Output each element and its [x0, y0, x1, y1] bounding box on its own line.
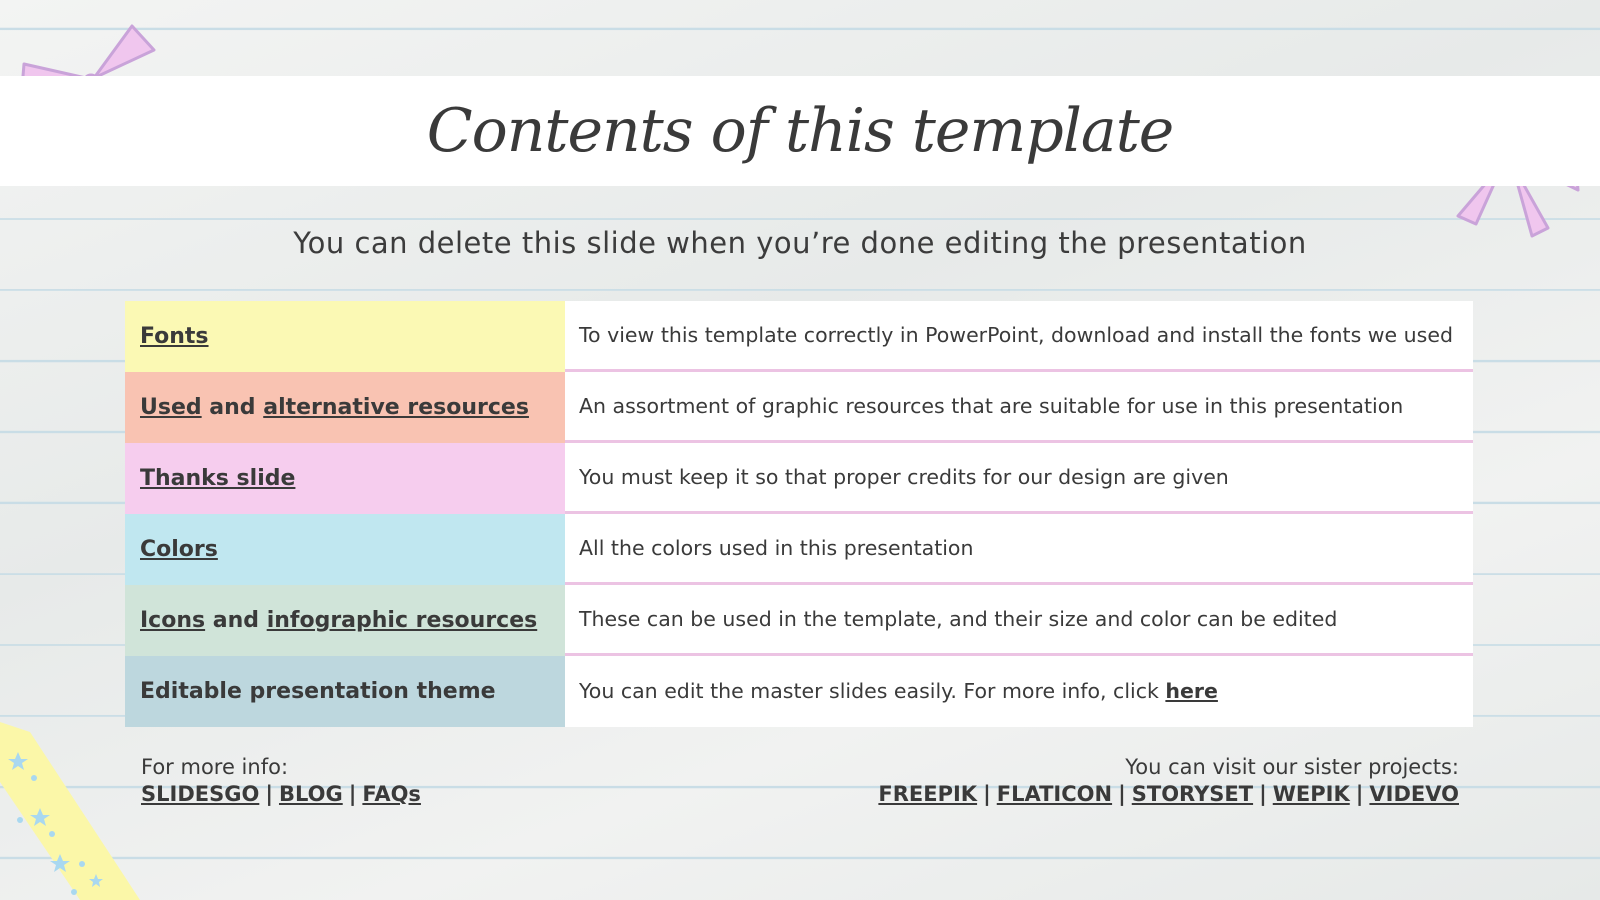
table-row: [125, 585, 1473, 656]
link-separator: |: [265, 782, 273, 806]
videvo-link[interactable]: VIDEVO: [1369, 782, 1459, 806]
row-description-cell: [565, 585, 1473, 656]
contents-table: [125, 301, 1473, 727]
icons-link[interactable]: Icons: [140, 608, 206, 633]
row-label-cell: [125, 443, 565, 514]
footer-right-label: You can visit our sister projects:: [1125, 755, 1459, 779]
row-description: [579, 678, 1218, 705]
link-separator: |: [983, 782, 991, 806]
row-description-cell: [565, 372, 1473, 443]
infographic-resources-link[interactable]: infographic resources: [266, 608, 538, 633]
footer-left-label: For more info:: [141, 755, 289, 779]
freepik-link[interactable]: FREEPIK: [878, 782, 978, 806]
row-label-cell: [125, 585, 565, 656]
link-separator: |: [1118, 782, 1126, 806]
footer-sister-projects: [878, 755, 1459, 806]
table-row: [125, 443, 1473, 514]
used-resources-link[interactable]: Used: [140, 395, 202, 420]
table-row: [125, 301, 1473, 372]
flaticon-link[interactable]: FLATICON: [996, 782, 1113, 806]
footer-right-links: [878, 782, 1459, 806]
row-description-cell: [565, 301, 1473, 372]
link-separator: |: [1259, 782, 1267, 806]
row-label-cell: [125, 656, 565, 727]
title-band: [0, 76, 1600, 186]
thanks-slide-link[interactable]: Thanks slide: [140, 466, 296, 491]
row-description: You must keep it so that proper credits for our design are given: [579, 464, 1229, 489]
row-description: To view this template correctly in PowerPoint, download and install the fonts we used: [579, 322, 1453, 347]
label-connector: and: [205, 608, 267, 633]
table-row: [125, 372, 1473, 443]
row-label-cell: [125, 514, 565, 585]
label-connector: and: [201, 395, 264, 420]
faqs-link[interactable]: FAQs: [362, 782, 421, 806]
row-description-text: You can edit the master slides easily. For more info, click: [579, 679, 1166, 703]
footer-left-links: [141, 782, 421, 806]
here-link[interactable]: here: [1165, 679, 1218, 703]
row-label-cell: [125, 372, 565, 443]
page-title: Contents of this template: [426, 96, 1174, 166]
washi-tape-decoration: [0, 722, 140, 900]
editable-theme-label: Editable presentation theme: [140, 679, 496, 704]
table-row: [125, 656, 1473, 727]
row-description-cell: [565, 443, 1473, 514]
blog-link[interactable]: BLOG: [278, 782, 343, 806]
storyset-link[interactable]: STORYSET: [1131, 782, 1254, 806]
link-separator: |: [348, 782, 357, 806]
table-row: [125, 514, 1473, 585]
page-subtitle: You can delete this slide when you’re done editing the presentation: [293, 226, 1307, 260]
fonts-link[interactable]: Fonts: [140, 324, 209, 349]
colors-link[interactable]: Colors: [140, 537, 218, 562]
alternative-resources-link[interactable]: alternative resources: [263, 395, 529, 420]
wepik-link[interactable]: WEPIK: [1272, 782, 1350, 806]
slidesgo-link[interactable]: SLIDESGO: [141, 782, 260, 806]
row-label-cell: [125, 301, 565, 372]
row-description: These can be used in the template, and their size and color can be edited: [579, 606, 1338, 631]
row-description-cell: [565, 514, 1473, 585]
row-description: An assortment of graphic resources that are suitable for use in this presentation: [579, 393, 1404, 418]
row-description: All the colors used in this presentation: [579, 535, 974, 560]
footer-more-info: [141, 755, 421, 806]
row-description-cell: [565, 656, 1473, 727]
link-separator: |: [1355, 782, 1364, 806]
